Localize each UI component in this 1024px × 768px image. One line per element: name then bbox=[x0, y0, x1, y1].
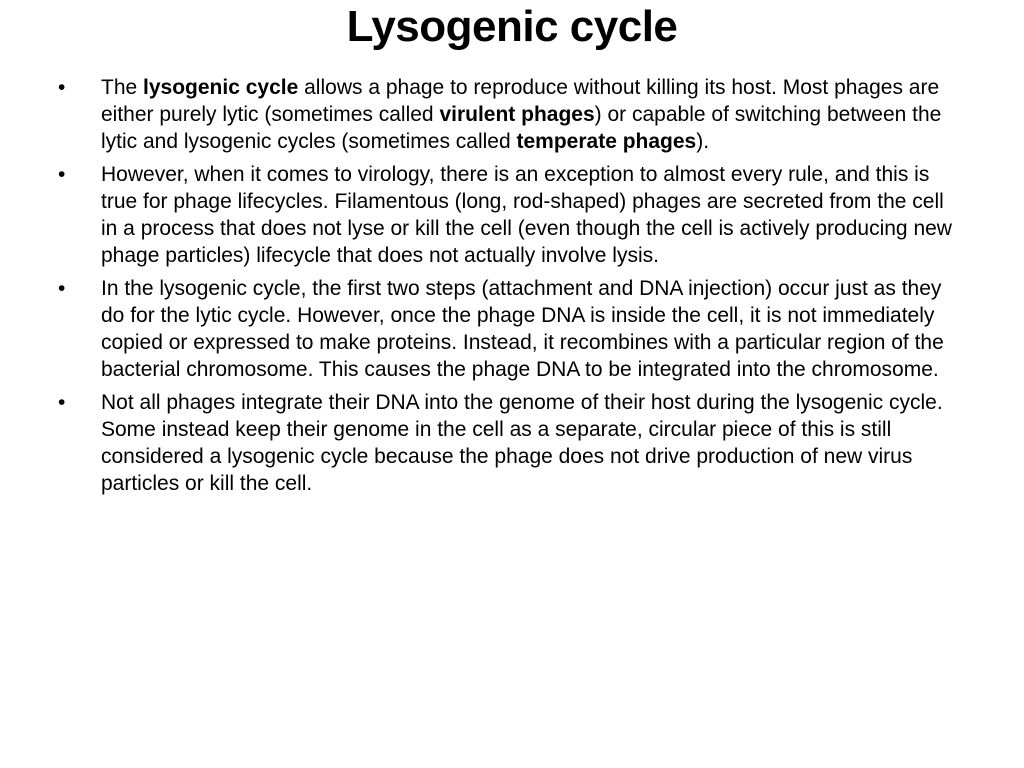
text-segment: The bbox=[101, 76, 144, 99]
bullet-item bbox=[58, 389, 963, 497]
bullet-text bbox=[101, 74, 963, 155]
text-segment: However, when it comes to virology, there is an exception to almost every rule, and this is true for phage lifecycles. Filamentous (long, rod-shaped) phages are secreted from the cell in a process that does not lyse or kill the cell (even though the cell is actively producing new phage particles) lifecycle that does not actually involve lysis. bbox=[101, 163, 952, 267]
text-segment: Not all phages integrate their DNA into the genome of their host during the lysogenic cycle. Some instead keep their genome in the cell as a separate, circular piece of this is still considered a lysogenic cycle because the phage does not drive production of new virus particles or kill the cell. bbox=[101, 391, 943, 495]
bullet-marker: • bbox=[58, 277, 66, 300]
text-segment: In the lysogenic cycle, the first two steps (attachment and DNA injection) occur just as they do for the lytic cycle. However, once the phage DNA is inside the cell, it is not immediately copied or expressed to make proteins. Instead, it recombines with a particular region of the bacterial chromosome. This causes the phage DNA to be integrated into the chromosome. bbox=[101, 277, 944, 381]
bold-term: virulent phages bbox=[439, 103, 595, 126]
bullet-text bbox=[101, 161, 963, 269]
bullet-text bbox=[101, 389, 963, 497]
bullet-marker: • bbox=[58, 163, 66, 186]
bullet-item bbox=[58, 161, 963, 269]
text-segment: ) or capable of switching between the lytic and lysogenic cycles (sometimes called bbox=[101, 103, 942, 153]
bullet-text bbox=[101, 275, 963, 383]
text-segment: allows a phage to reproduce without killing its host. Most phages are either purely lytic (sometimes called bbox=[101, 76, 940, 126]
slide-title: Lysogenic cycle bbox=[346, 2, 678, 51]
bullet-marker: • bbox=[58, 76, 66, 99]
bold-term: lysogenic cycle bbox=[143, 76, 299, 99]
text-segment: ). bbox=[696, 130, 710, 153]
bullet-item bbox=[58, 74, 963, 155]
bullet-marker: • bbox=[58, 391, 66, 414]
bullet-item bbox=[58, 275, 963, 383]
bold-term: temperate phages bbox=[516, 130, 697, 153]
bullet-list bbox=[58, 74, 963, 503]
